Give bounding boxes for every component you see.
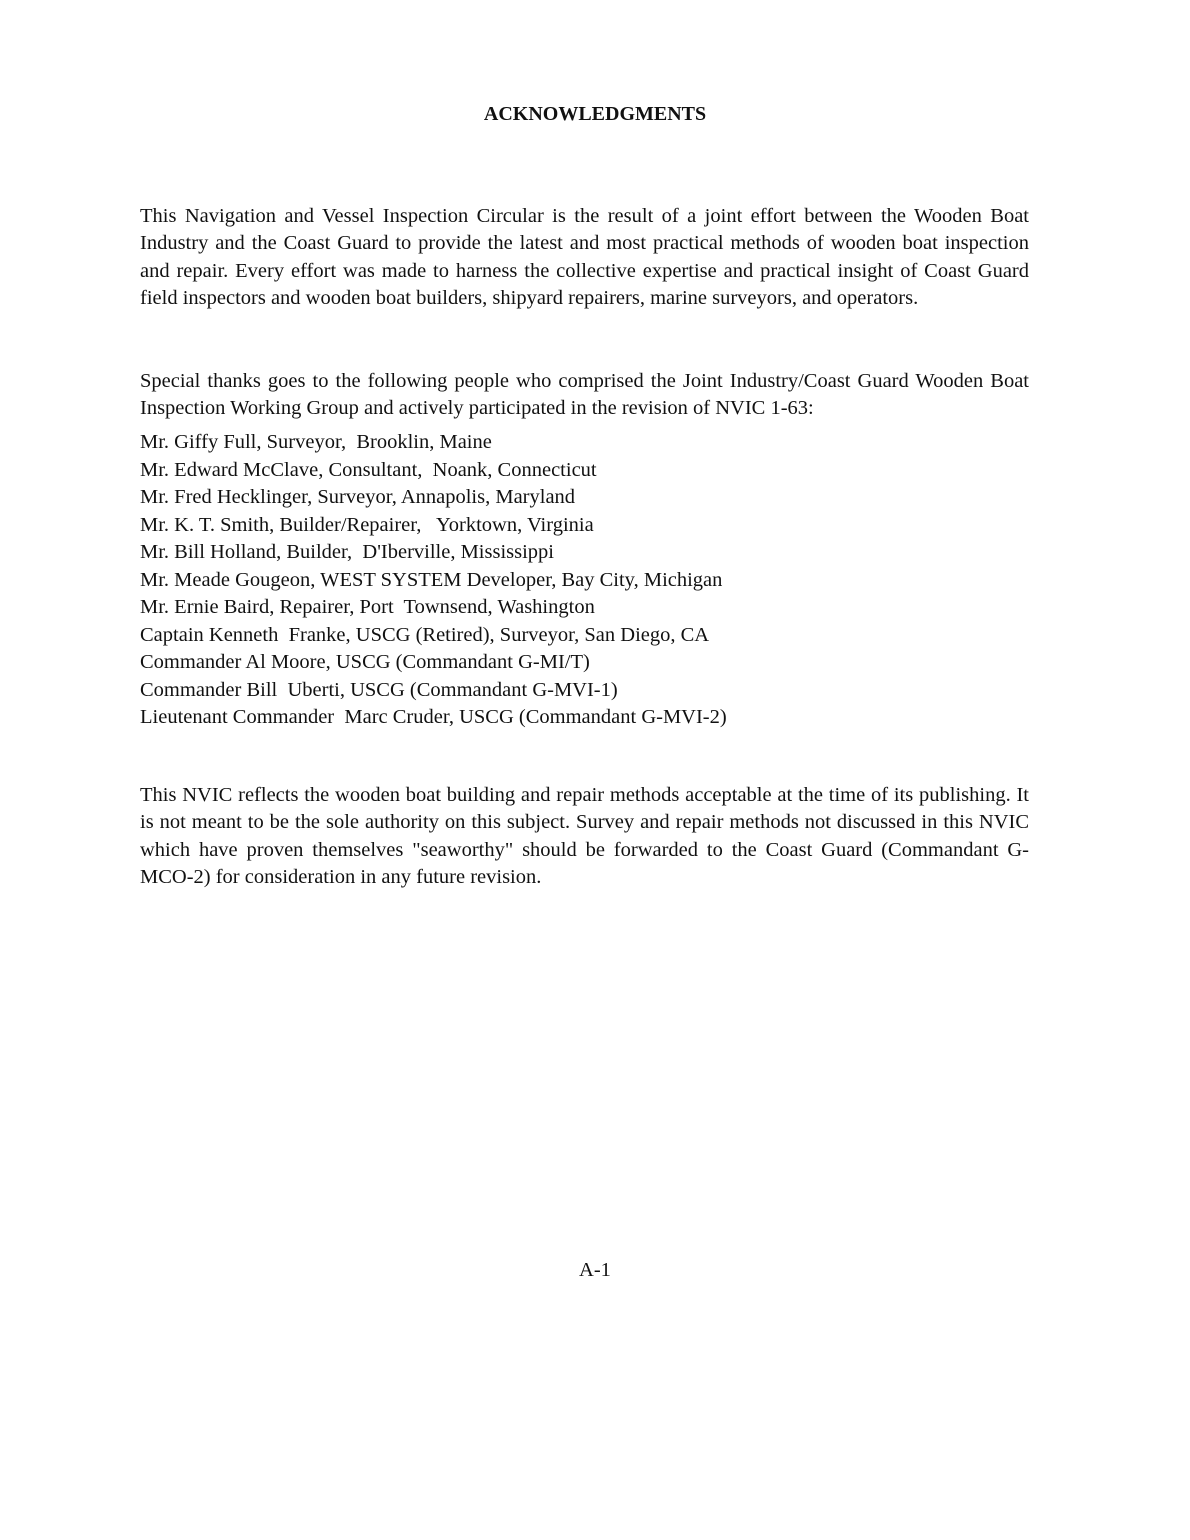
list-item: Mr. Fred Hecklinger, Surveyor, Annapolis, Maryland (140, 486, 576, 508)
list-item: Captain Kenneth Franke, USCG (Retired), Surveyor, San Diego, CA (140, 623, 710, 646)
list-item: Mr. Meade Gougeon, WEST SYSTEM Developer, Bay City, Michigan (140, 568, 723, 591)
list-item: Mr. K. T. Smith, Builder/Repairer, Yorktown, Virginia (140, 513, 594, 536)
special-thanks-paragraph: Special thanks goes to the following people who comprised the Joint Industry/Coast Guard Wooden Boat Inspection Working Group and actively participated in the revision of NVIC 1-63: (140, 369, 1029, 419)
list-item: Mr. Ernie Baird, Repairer, Port Townsend, Washington (140, 596, 595, 618)
page-title: ACKNOWLEDGMENTS (483, 103, 707, 125)
list-item: Mr. Edward McClave, Consultant, Noank, Connecticut (140, 458, 597, 481)
closing-paragraph: This NVIC reflects the wooden boat building and repair methods acceptable at the time of its publishing. It is not meant to be the sole authority on this subject. Survey and repair methods not discussed in this NVIC which have proven themselves "seaworthy" should be forwarded to the Coast Guard (Commandant G-MCO-2) for consideration in any future revision. (140, 783, 1029, 888)
list-item: Mr. Bill Holland, Builder, D'Iberville, Mississippi (140, 541, 555, 563)
list-item: Lieutenant Commander Marc Cruder, USCG (Commandant G-MVI-2) (140, 706, 727, 728)
list-item: Commander Bill Uberti, USCG (Commandant G-MVI-1) (140, 678, 618, 701)
page-number: A-1 (579, 1259, 611, 1281)
list-item: Commander Al Moore, USCG (Commandant G-MI/T) (140, 651, 590, 673)
working-group-members-list (140, 429, 1029, 732)
list-item: Mr. Giffy Full, Surveyor, Brooklin, Maine (140, 431, 492, 453)
intro-paragraph: This Navigation and Vessel Inspection Circular is the result of a joint effort between the Wooden Boat Industry and the Coast Guard to provide the latest and most practical methods of wooden boat inspection and repair. Every effort was made to harness the collective expertise and practical insight of Coast Guard field inspectors and wooden boat builders, shipyard repairers, marine surveyors, and operators. (140, 204, 1029, 309)
